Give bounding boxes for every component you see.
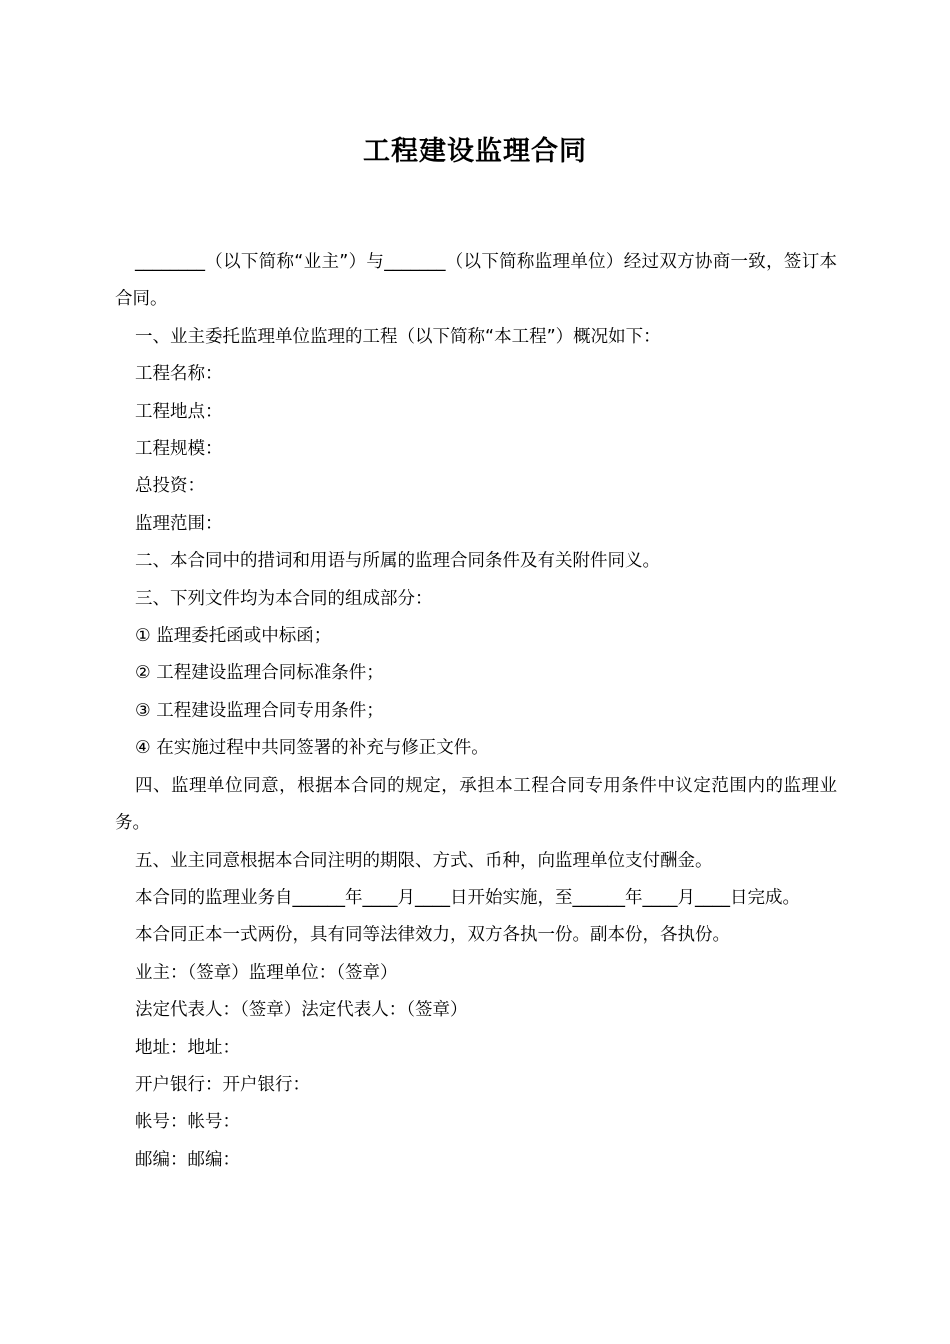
- list-item-3: ③ 工程建设监理合同专用条件；: [135, 700, 384, 721]
- field-project-location: 工程地点：: [135, 401, 223, 422]
- signature-line-owner: 业主：（签章）监理单位：（签章）: [135, 962, 398, 983]
- signature-line-postcode: 邮编：邮编：: [135, 1149, 240, 1170]
- field-total-investment: 总投资：: [135, 476, 205, 497]
- field-project-scale: 工程规模：: [135, 439, 223, 460]
- paragraph-section-1: 一、业主委托监理单位监理的工程（以下简称“本工程”）概况如下：: [135, 326, 661, 347]
- signature-line-account: 帐号：帐号：: [135, 1112, 240, 1133]
- signature-line-bank: 开户银行：开户银行：: [135, 1074, 310, 1095]
- field-project-name: 工程名称：: [135, 364, 223, 385]
- list-item-1: ① 监理委托函或中标函；: [135, 626, 332, 647]
- list-item-4: ④ 在实施过程中共同签署的补充与修正文件。: [135, 738, 489, 759]
- field-supervision-scope: 监理范围：: [135, 513, 223, 534]
- signature-line-address: 地址：地址：: [135, 1037, 240, 1058]
- paragraph-section-3: 三、下列文件均为本合同的组成部分：: [135, 588, 433, 609]
- document-body: [115, 244, 837, 1179]
- paragraph-term: 本合同的监理业务自______年____月____日开始实施，至______年____月____日完成。: [135, 887, 800, 908]
- document-title: 工程建设监理合同: [363, 136, 587, 167]
- paragraph-section-5: 五、业主同意根据本合同注明的期限、方式、币种，向监理单位支付酬金。: [135, 850, 713, 871]
- paragraph-copies: 本合同正本一式两份，具有同等法律效力，双方各执一份。副本份，各执份。: [135, 925, 730, 946]
- paragraph-parties: ________（以下简称“业主”）与_______（以下简称监理单位）经过双方协商一致，签订本合同。: [115, 252, 837, 310]
- paragraph-section-2: 二、本合同中的措词和用语与所属的监理合同条件及有关附件同义。: [135, 551, 660, 572]
- list-item-2: ② 工程建设监理合同标准条件；: [135, 663, 384, 684]
- paragraph-section-4: 四、监理单位同意，根据本合同的规定，承担本工程合同专用条件中议定范围内的监理业务。: [115, 775, 837, 834]
- signature-line-representative: 法定代表人：（签章）法定代表人：（签章）: [135, 1000, 468, 1021]
